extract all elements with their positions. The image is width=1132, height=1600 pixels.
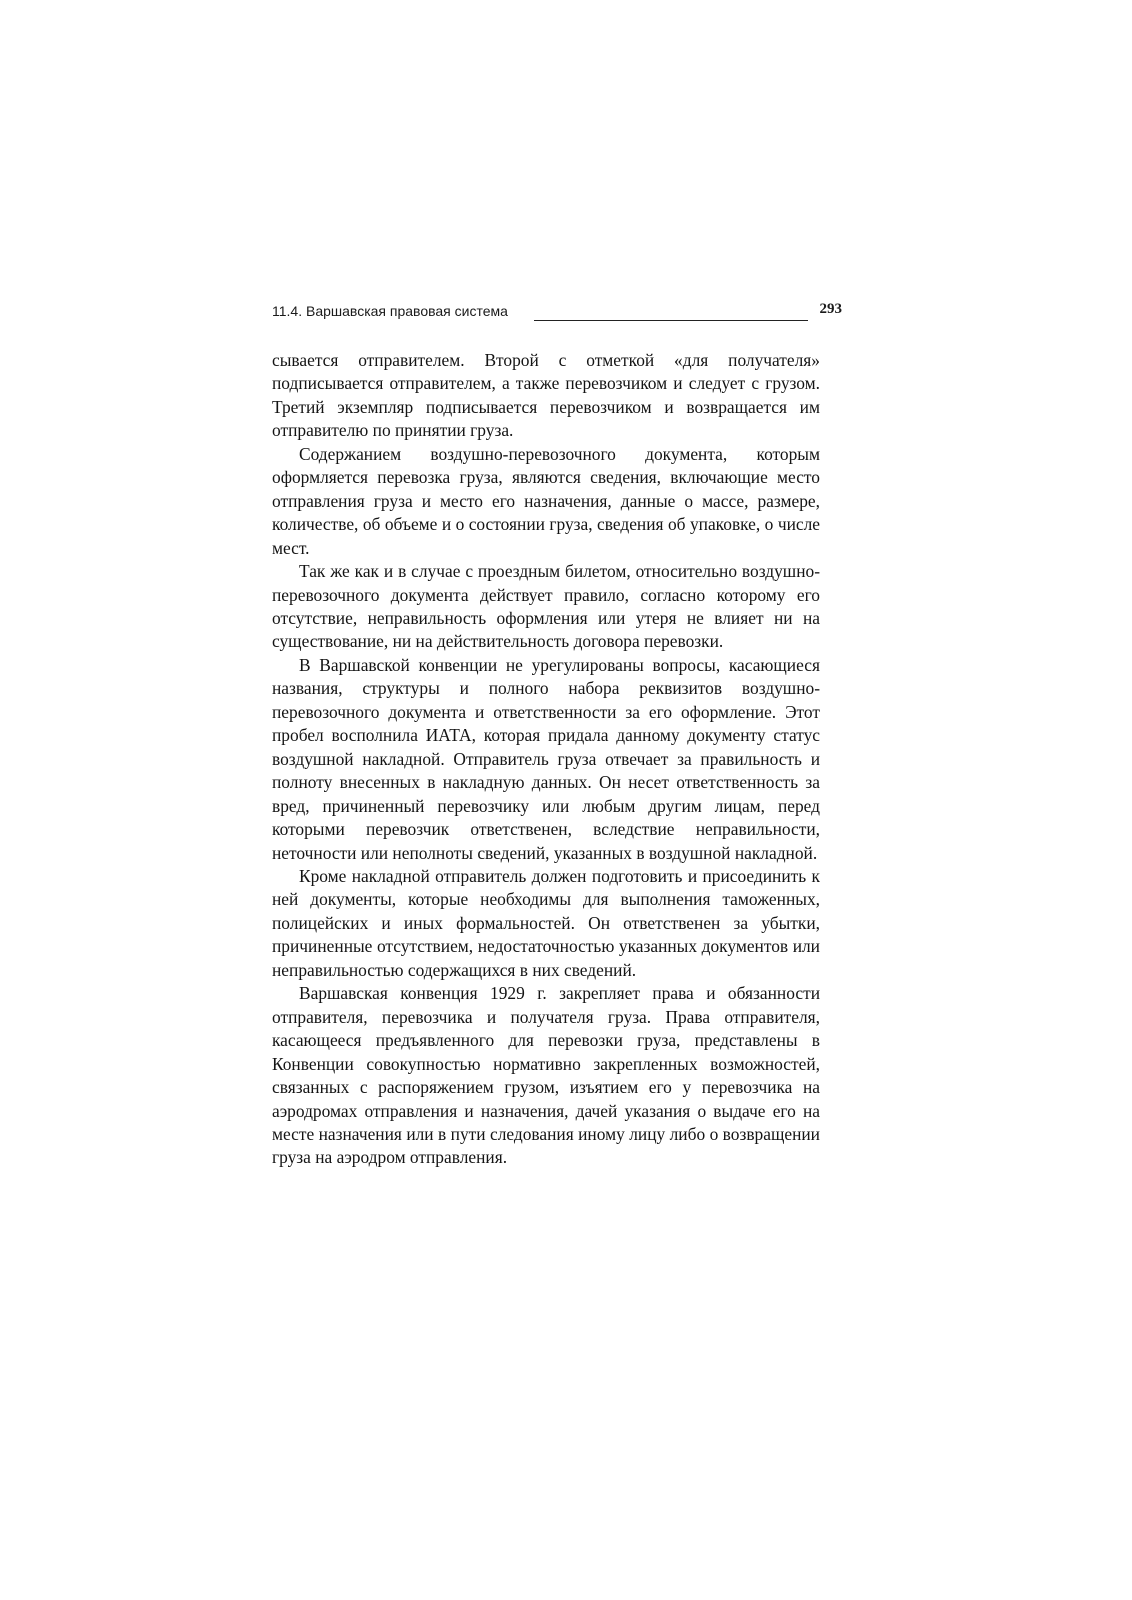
section-title: 11.4. Варшавская правовая система xyxy=(272,303,508,319)
running-header xyxy=(272,301,842,323)
body-text xyxy=(272,349,820,1170)
paragraph-continued: сывается отправителем. Второй с отметкой «для получателя» подписывается отправителем, а также перевозчиком и следует с грузом. Третий экземпляр подписывается перевозчиком и возвращается им отправителю по принятии груза. xyxy=(272,350,820,441)
paragraph: Кроме накладной отправитель должен подготовить и присоединить к ней документы, которые необходимы для выполнения таможенных, полицейских и иных формальностей. Он ответственен за убытки, причиненные отсутствием, недостаточностью указанных документов или неправильностью содержащихся в них сведений. xyxy=(272,865,820,980)
paragraph: В Варшавской конвенции не урегулированы вопросы, касающиеся названия, структуры и полного набора реквизитов воздушно-перевозочного документа и ответственности за его оформление. Этот пробел восполнила ИАТА, которая придала данному документу статус воздушной накладной. Отправитель груза отвечает за правильность и полноту внесенных в накладную данных. Он несет ответственность за вред, причиненный перевозчику или любым другим лицам, перед которыми перевозчик ответственен, вследствие неправильности, неточности или неполноты сведений, указанных в воздушной накладной. xyxy=(272,654,820,863)
paragraph: Варшавская конвенция 1929 г. закрепляет права и обязанности отправителя, перевозчика и получателя груза. Права отправителя, касающееся предъявленного для перевозки груза, представлены в Конвенции совокупностью нормативно закрепленных возможностей, связанных с распоряжением грузом, изъятием его у перевозчика на аэродромах отправления и назначения, дачей указания о выдаче его на месте назначения или в пути следования иному лицу либо о возвращении груза на аэродром отправления. xyxy=(272,983,820,1168)
header-rule xyxy=(534,320,808,321)
paragraph: Содержанием воздушно-перевозочного документа, которым оформляется перевозка груза, являются сведения, включающие место отправления груза и место его назначения, данные о массе, размере, количестве, об объеме и о состоянии груза, сведения об упаковке, о числе мест. xyxy=(272,443,820,558)
page-number: 293 xyxy=(819,301,842,317)
paragraph: Так же как и в случае с проездным билетом, относительно воздушно-перевозочного документа действует правило, согласно которому его отсутствие, неправильность оформления или утеря не влияет ни на существование, ни на действительность договора перевозки. xyxy=(272,561,820,652)
